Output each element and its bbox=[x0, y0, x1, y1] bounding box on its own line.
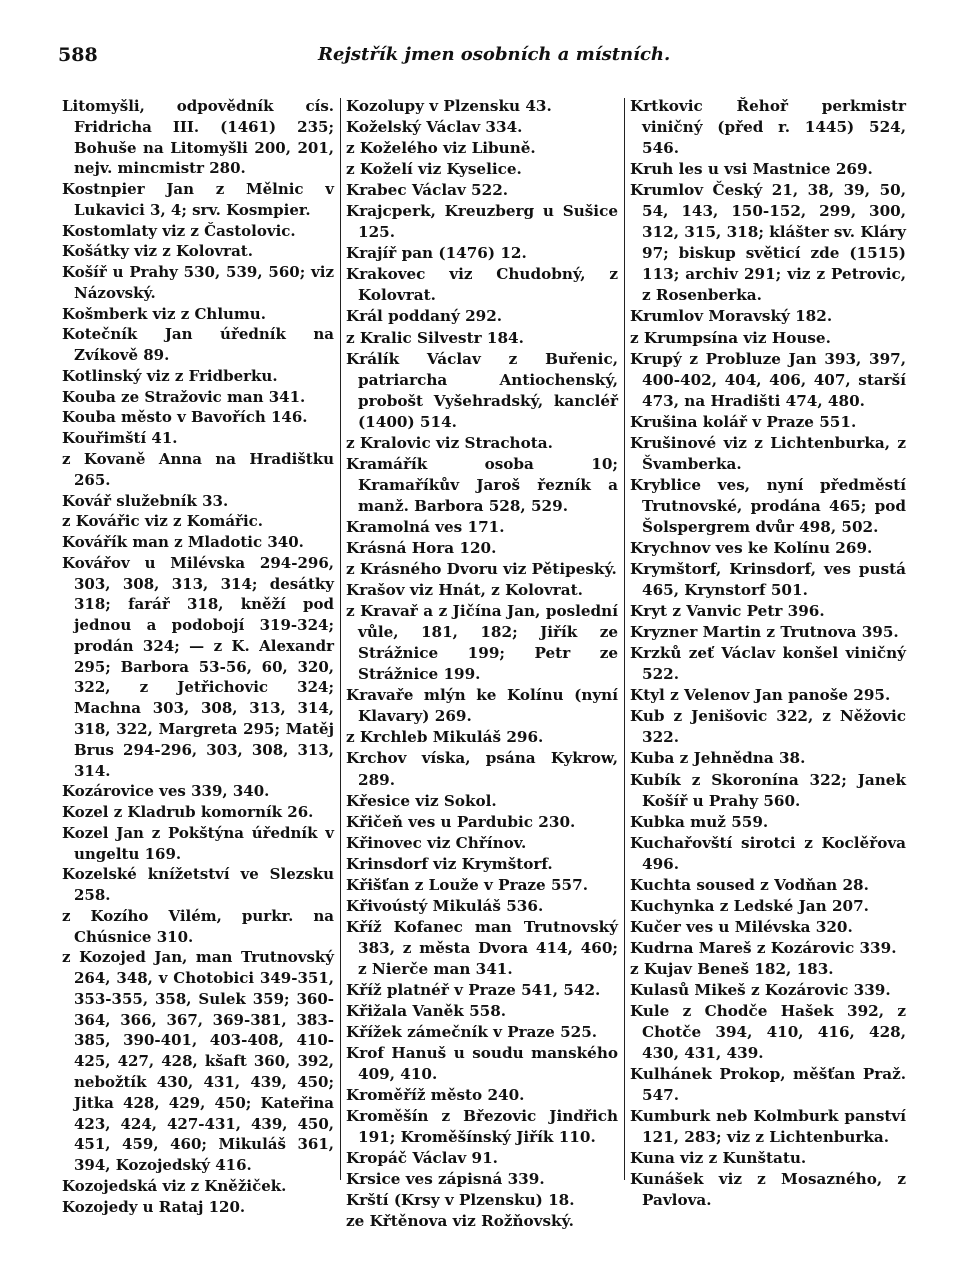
index-entry: Krumlov Moravský 182. bbox=[630, 307, 833, 326]
index-entry: Kubka muž 559. bbox=[630, 812, 769, 831]
index-entry: Kovářov u Milévska 294-296, 303, 308, 313, 314; desátky 318; farář 318, kněží pod jednou a podobojí 319-324; prodán 324; — z K. Alexandr 295; Barbora 53-56, 60, 320, 322, z Jetřichovic 324; Machna 303, 308, 313, 314, 318, 322, Margreta 295; Matěj Brus 294-296, 303, 308, 313, 314. bbox=[62, 553, 334, 780]
index-entry: Kučer ves u Milévska 320. bbox=[630, 917, 853, 936]
index-entry: Krušina kolář v Praze 551. bbox=[630, 412, 857, 431]
index-entry: Kudrna Mareš z Kozárovic 339. bbox=[630, 938, 897, 957]
index-entry: z Kralovic viz Strachota. bbox=[346, 433, 553, 452]
index-entry: Křinovec viz Chřínov. bbox=[346, 833, 527, 852]
index-entry: Kotlinský viz z Fridberku. bbox=[62, 366, 278, 385]
index-entry: Kuna viz z Kunštatu. bbox=[630, 1149, 807, 1168]
index-column-1 bbox=[62, 96, 334, 1217]
page-number: 588 bbox=[58, 44, 98, 66]
index-column-2 bbox=[346, 96, 618, 1233]
index-entry: ze Křtěnova viz Rožňovský. bbox=[346, 1212, 574, 1231]
index-entry: Kříž platnéř v Praze 541, 542. bbox=[346, 980, 601, 999]
index-entry: Kříž Kofanec man Trutnovský 383, z města Dvora 414, 460; z Nierče man 341. bbox=[346, 917, 618, 978]
index-entry: Litomyšli, odpovědník cís. Fridricha III. (1461) 235; Bohuše na Litomyšli 200, 201, nejv. mincmistr 280. bbox=[62, 97, 334, 178]
index-entry: Ktyl z Velenov Jan panoše 295. bbox=[630, 686, 891, 705]
column-divider bbox=[624, 98, 625, 1180]
index-entry: z Kovaně Anna na Hradištku 265. bbox=[62, 450, 334, 489]
index-entry: Kuchařovští sirotci z Koclěřova 496. bbox=[630, 833, 906, 873]
index-entry: Kozojedy u Rataj 120. bbox=[62, 1197, 246, 1216]
index-entry: z Krásného Dvoru viz Pětipeský. bbox=[346, 560, 617, 579]
index-entry: Křičeň ves u Pardubic 230. bbox=[346, 812, 576, 831]
index-entry: Křižala Vaněk 558. bbox=[346, 1002, 507, 1021]
index-entry: Král poddaný 292. bbox=[346, 307, 503, 326]
index-entry: Košmberk viz z Chlumu. bbox=[62, 304, 266, 323]
index-entry: Kuba z Jehnědna 38. bbox=[630, 749, 806, 768]
index-entry: Krašov viz Hnát, z Kolovrat. bbox=[346, 581, 583, 600]
index-entry: Kouba ze Stražovic man 341. bbox=[62, 387, 306, 406]
index-entry: Kryt z Vanvic Petr 396. bbox=[630, 602, 825, 621]
index-entry: z Kozího Vilém, purkr. na Chúsnice 310. bbox=[62, 906, 334, 946]
index-entry: Kuchta soused z Vodňan 28. bbox=[630, 875, 869, 894]
index-entry: Kotečník Jan úředník na Zvíkově 89. bbox=[62, 325, 334, 365]
index-entry: Krušinové viz z Lichtenburka, z Švamberka. bbox=[630, 433, 906, 473]
index-entry: Kostnpier Jan z Mělnic v Lukavici 3, 4; srv. Kosmpier. bbox=[62, 180, 334, 219]
index-entry: z Kralic Silvestr 184. bbox=[346, 328, 524, 347]
index-entry: Krymštorf, Krinsdorf, ves pustá 465, Krynstorf 501. bbox=[630, 560, 906, 600]
index-entry: Krakovec viz Chudobný, z Kolovrat. bbox=[346, 265, 618, 305]
index-entry: Koželský Václav 334. bbox=[346, 118, 523, 137]
index-entry: Králík Václav z Buřenic, patriarcha Antiochenský, probošt Vyšehradský, kancléř (1400) 514. bbox=[346, 349, 618, 431]
index-entry: z Kravař a z Jičína Jan, poslední vůle, 181, 182; Jiřík ze Strážnice 199; Petr ze Strážnice 199. bbox=[346, 602, 618, 684]
index-entry: Křišťan z Louže v Praze 557. bbox=[346, 875, 588, 894]
index-entry: Křesice viz Sokol. bbox=[346, 791, 497, 810]
index-entry: Kostomlaty viz z Častolovic. bbox=[62, 221, 296, 240]
index-entry: Krajcperk, Kreuzberg u Sušice 125. bbox=[346, 202, 618, 242]
index-entry: Kozelské knížetství ve Slezsku 258. bbox=[62, 865, 334, 905]
index-entry: Kravaře mlýn ke Kolínu (nyní Klavary) 269. bbox=[346, 686, 618, 726]
index-entry: Křivoústý Mikuláš 536. bbox=[346, 896, 544, 915]
index-entry: Kunášek viz z Mosazného, z Pavlova. bbox=[630, 1170, 906, 1210]
index-entry: Krumlov Český 21, 38, 39, 50, 54, 143, 150-152, 299, 300, 312, 315, 318; klášter sv. Kláry 97; biskup světicí zde (1515) 113; archiv 291; viz z Petrovic, z Rosenberka. bbox=[630, 181, 906, 305]
index-entry: Kule z Chodče Hašek 392, z Chotče 394, 410, 416, 428, 430, 431, 439. bbox=[630, 1002, 906, 1063]
index-column-3 bbox=[630, 96, 906, 1211]
index-entry: Kramolná ves 171. bbox=[346, 517, 505, 536]
index-entry: z Kovářic viz z Komářic. bbox=[62, 512, 263, 531]
index-entry: Krajíř pan (1476) 12. bbox=[346, 244, 527, 263]
index-entry: Krychnov ves ke Kolínu 269. bbox=[630, 538, 873, 557]
column-divider bbox=[340, 98, 341, 1180]
index-entry: Kozel Jan z Pokštýna úředník v ungeltu 169. bbox=[62, 823, 334, 863]
index-entry: z Koželého viz Libuně. bbox=[346, 139, 536, 158]
index-entry: Krtkovic Řehoř perkmistr viničný (před r. 1445) 524, 546. bbox=[630, 97, 906, 158]
index-entry: Kouba město v Bavořích 146. bbox=[62, 408, 308, 427]
index-entry: Kozel z Kladrub komorník 26. bbox=[62, 803, 314, 822]
index-entry: Kropáč Václav 91. bbox=[346, 1149, 498, 1168]
index-entry: z Krchleb Mikuláš 296. bbox=[346, 728, 544, 747]
index-entry: Kovářík man z Mladotic 340. bbox=[62, 533, 304, 552]
index-entry: Kroměříž město 240. bbox=[346, 1086, 525, 1105]
index-entry: Kouřimští 41. bbox=[62, 429, 178, 448]
index-entry: Kubík z Skoronína 322; Janek Košíř u Prahy 560. bbox=[630, 770, 906, 810]
index-entry: Kryblice ves, nyní předměstí Trutnovské, prodána 465; pod Šolspergrem dvůr 498, 502. bbox=[630, 475, 906, 536]
index-entry: Krupý z Probluze Jan 393, 397, 400-402, 404, 406, 407, starší 473, na Hradišti 474, 480. bbox=[630, 349, 906, 410]
index-entry: Košíř u Prahy 530, 539, 560; viz Názovský. bbox=[62, 263, 334, 302]
index-entry: Kroměšín z Březovic Jindřich 191; Kroměšínský Jiřík 110. bbox=[346, 1107, 618, 1147]
index-entry: Krsice ves zápisná 339. bbox=[346, 1170, 545, 1189]
index-entry: z Krumpsína viz House. bbox=[630, 328, 831, 347]
index-entry: z Kozojed Jan, man Trutnovský 264, 348, v Chotobici 349-351, 353-355, 358, Sulek 359; 360-364, 366, 367, 369-381, 383-385, 390-401, 403-408, 410-425, 427, 428, kšaft 360, 392, nebožtík 430, 431, 439, 450; Jitka 428, 429, 450; Kateřina 423, 424, 427-431, 439, 450, 451, 459, 460; Mikuláš 361, 394, Kozojedský 416. bbox=[62, 948, 334, 1175]
index-entry: Kozojedská viz z Kněžiček. bbox=[62, 1176, 287, 1195]
index-entry: Kuchynka z Ledské Jan 207. bbox=[630, 896, 869, 915]
index-entry: Krof Hanuš u soudu manského 409, 410. bbox=[346, 1044, 618, 1084]
index-entry: Kruh les u vsi Mastnice 269. bbox=[630, 160, 873, 179]
index-entry: Kozolupy v Plzensku 43. bbox=[346, 97, 552, 115]
index-entry: Kumburk neb Kolmburk panství 121, 283; viz z Lichtenburka. bbox=[630, 1107, 906, 1147]
index-entry: Kozárovice ves 339, 340. bbox=[62, 782, 270, 801]
index-entry: Košátky viz z Kolovrat. bbox=[62, 242, 253, 261]
index-entry: Kulhánek Prokop, měšťan Praž. 547. bbox=[630, 1065, 906, 1105]
index-entry: Kovář služebník 33. bbox=[62, 491, 229, 510]
index-entry: Kulasů Mikeš z Kozárovic 339. bbox=[630, 980, 891, 999]
index-entry: Krinsdorf viz Krymštorf. bbox=[346, 854, 553, 873]
index-entry: Křížek zámečník v Praze 525. bbox=[346, 1023, 598, 1042]
index-entry: Krzků zeť Václav konšel viničný 522. bbox=[630, 644, 906, 684]
index-entry: Kryzner Martin z Trutnova 395. bbox=[630, 623, 899, 642]
index-entry: z Koželí viz Kyselice. bbox=[346, 160, 522, 179]
index-entry: Krásná Hora 120. bbox=[346, 538, 497, 557]
index-entry: Krchov víska, psána Kykrow, 289. bbox=[346, 749, 618, 789]
running-head: Rejstřík jmen osobních a místních. bbox=[318, 44, 671, 65]
index-entry: Krabec Václav 522. bbox=[346, 181, 509, 200]
index-entry: z Kujav Beneš 182, 183. bbox=[630, 959, 834, 978]
index-entry: Krští (Krsy v Plzensku) 18. bbox=[346, 1191, 575, 1210]
index-entry: Kub z Jenišovic 322, z Něžovic 322. bbox=[630, 707, 906, 747]
index-entry: Kramářík osoba 10; Kramaříkův Jaroš řezník a manž. Barbora 528, 529. bbox=[346, 454, 618, 515]
